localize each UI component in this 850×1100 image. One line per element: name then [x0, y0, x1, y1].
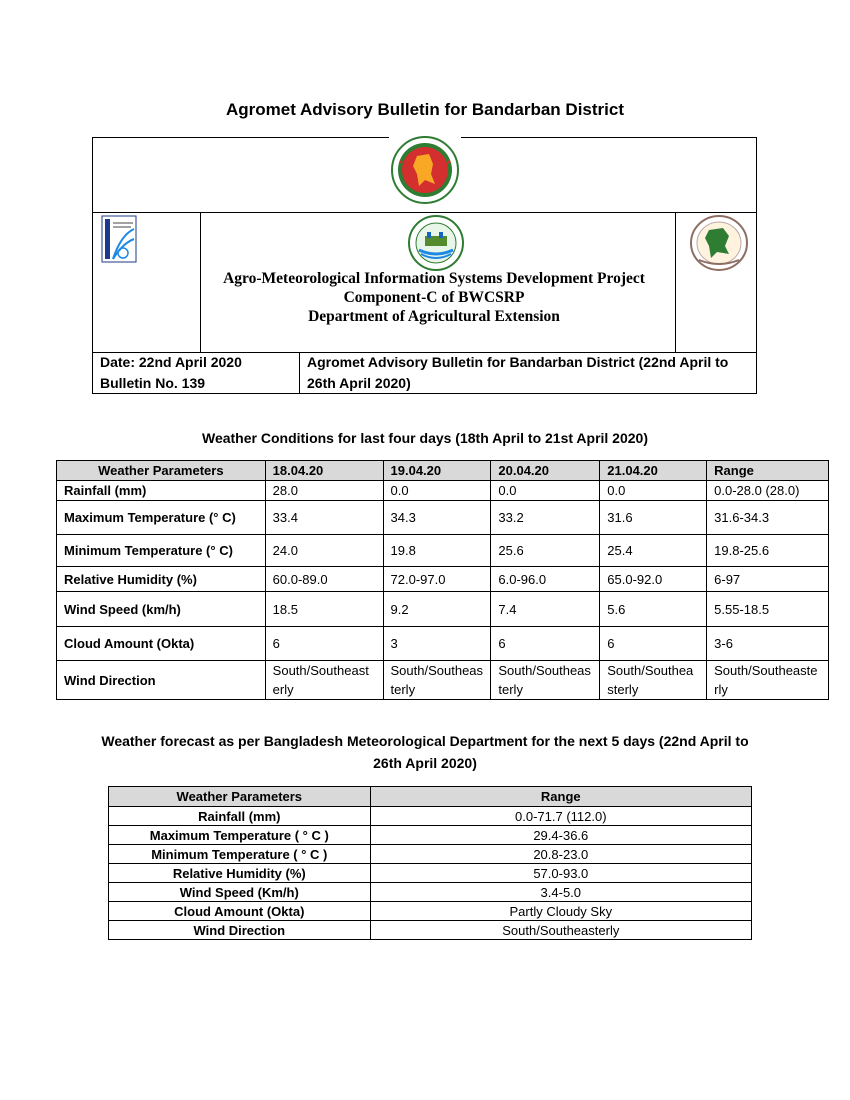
value-cell: 6 [491, 627, 600, 661]
table-row [57, 501, 829, 535]
value-cell: 7.4 [491, 592, 600, 627]
table-row [57, 661, 829, 700]
bulletin-title: Agromet Advisory Bulletin for Bandarban District (22nd April to 26th April 2020) [307, 354, 729, 391]
value-cell: South/Southeasterly [600, 661, 707, 700]
param-cell: Rainfall (mm) [109, 807, 371, 826]
bulletin-date: Date: 22nd April 2020 [100, 354, 242, 370]
page-title: Agromet Advisory Bulletin for Bandarban District [226, 100, 624, 119]
value-cell: 6 [600, 627, 707, 661]
table-header-row [109, 787, 752, 807]
project-title [201, 269, 667, 326]
dae-logo-icon [407, 214, 465, 272]
value-cell: 33.4 [265, 501, 383, 535]
value-cell: 3-6 [707, 627, 829, 661]
table-header-row [57, 461, 829, 481]
value-cell: South/Southeasterly [370, 921, 751, 940]
project-line-1: Agro-Meteorological Information Systems Development Project [223, 270, 645, 287]
value-cell: 9.2 [383, 592, 491, 627]
value-cell: 0.0-71.7 (112.0) [370, 807, 751, 826]
param-cell: Minimum Temperature ( ° C ) [109, 845, 371, 864]
value-cell: Partly Cloudy Sky [370, 902, 751, 921]
param-cell: Relative Humidity (%) [57, 567, 266, 592]
past-weather-table [56, 460, 829, 700]
project-line-3: Department of Agricultural Extension [308, 308, 560, 325]
table-row [109, 826, 752, 845]
param-cell: Maximum Temperature ( ° C ) [109, 826, 371, 845]
table-row [109, 807, 752, 826]
value-cell: 28.0 [265, 481, 383, 501]
value-cell: 34.3 [383, 501, 491, 535]
value-cell: 25.4 [600, 535, 707, 567]
value-cell: 3.4-5.0 [370, 883, 751, 902]
param-cell: Wind Direction [57, 661, 266, 700]
table-row [57, 481, 829, 501]
value-cell: 19.8 [383, 535, 491, 567]
government-seal-icon [389, 134, 461, 206]
header-cell: 21.04.20 [600, 461, 707, 481]
value-cell: 5.55-18.5 [707, 592, 829, 627]
bulletin-date-cell [100, 352, 295, 394]
table-row [109, 883, 752, 902]
header-cell: Weather Parameters [109, 787, 371, 807]
value-cell: 24.0 [265, 535, 383, 567]
header-cell: 19.04.20 [383, 461, 491, 481]
value-cell: South/Southeasterly [491, 661, 600, 700]
param-cell: Cloud Amount (Okta) [57, 627, 266, 661]
table-row [57, 627, 829, 661]
value-cell: 72.0-97.0 [383, 567, 491, 592]
param-cell: Maximum Temperature (° C) [57, 501, 266, 535]
header-box [92, 137, 757, 394]
bulletin-number: Bulletin No. 139 [100, 375, 206, 391]
table-row [57, 567, 829, 592]
value-cell: South/Southeasterly [265, 661, 383, 700]
header-cell: Weather Parameters [57, 461, 266, 481]
value-cell: 31.6-34.3 [707, 501, 829, 535]
value-cell: 6.0-96.0 [491, 567, 600, 592]
past-weather-title: Weather Conditions for last four days (18th April to 21st April 2020) [201, 430, 648, 446]
value-cell: 20.8-23.0 [370, 845, 751, 864]
value-cell: South/Southeasterly [383, 661, 491, 700]
table-row [109, 845, 752, 864]
value-cell: 57.0-93.0 [370, 864, 751, 883]
forecast-title: Weather forecast as per Bangladesh Meteorological Department for the next 5 days (22nd April to 26th April 2020) [101, 733, 749, 771]
value-cell: 6 [265, 627, 383, 661]
header-cell: 20.04.20 [491, 461, 600, 481]
param-cell: Minimum Temperature (° C) [57, 535, 266, 567]
value-cell: 6-97 [707, 567, 829, 592]
table-row [109, 921, 752, 940]
value-cell: 65.0-92.0 [600, 567, 707, 592]
param-cell: Relative Humidity (%) [109, 864, 371, 883]
ministry-logo-icon [689, 214, 749, 272]
header-cell: Range [707, 461, 829, 481]
value-cell: 0.0-28.0 (28.0) [707, 481, 829, 501]
table-row [109, 902, 752, 921]
param-cell: Wind Direction [109, 921, 371, 940]
value-cell: 5.6 [600, 592, 707, 627]
value-cell: 0.0 [383, 481, 491, 501]
value-cell: 60.0-89.0 [265, 567, 383, 592]
param-cell: Cloud Amount (Okta) [109, 902, 371, 921]
value-cell: 25.6 [491, 535, 600, 567]
project-logo-icon [101, 215, 137, 263]
header-cell: 18.04.20 [265, 461, 383, 481]
param-cell: Wind Speed (km/h) [57, 592, 266, 627]
value-cell: 0.0 [600, 481, 707, 501]
value-cell: 18.5 [265, 592, 383, 627]
forecast-table [108, 786, 752, 940]
table-row [57, 535, 829, 567]
header-cell: Range [370, 787, 751, 807]
param-cell: Wind Speed (Km/h) [109, 883, 371, 902]
project-line-2: Component-C of BWCSRP [343, 289, 525, 306]
table-row [57, 592, 829, 627]
table-row [109, 864, 752, 883]
value-cell: 0.0 [491, 481, 600, 501]
value-cell: 3 [383, 627, 491, 661]
param-cell: Rainfall (mm) [57, 481, 266, 501]
value-cell: 33.2 [491, 501, 600, 535]
value-cell: South/Southeasterly [707, 661, 829, 700]
value-cell: 29.4-36.6 [370, 826, 751, 845]
value-cell: 19.8-25.6 [707, 535, 829, 567]
value-cell: 31.6 [600, 501, 707, 535]
